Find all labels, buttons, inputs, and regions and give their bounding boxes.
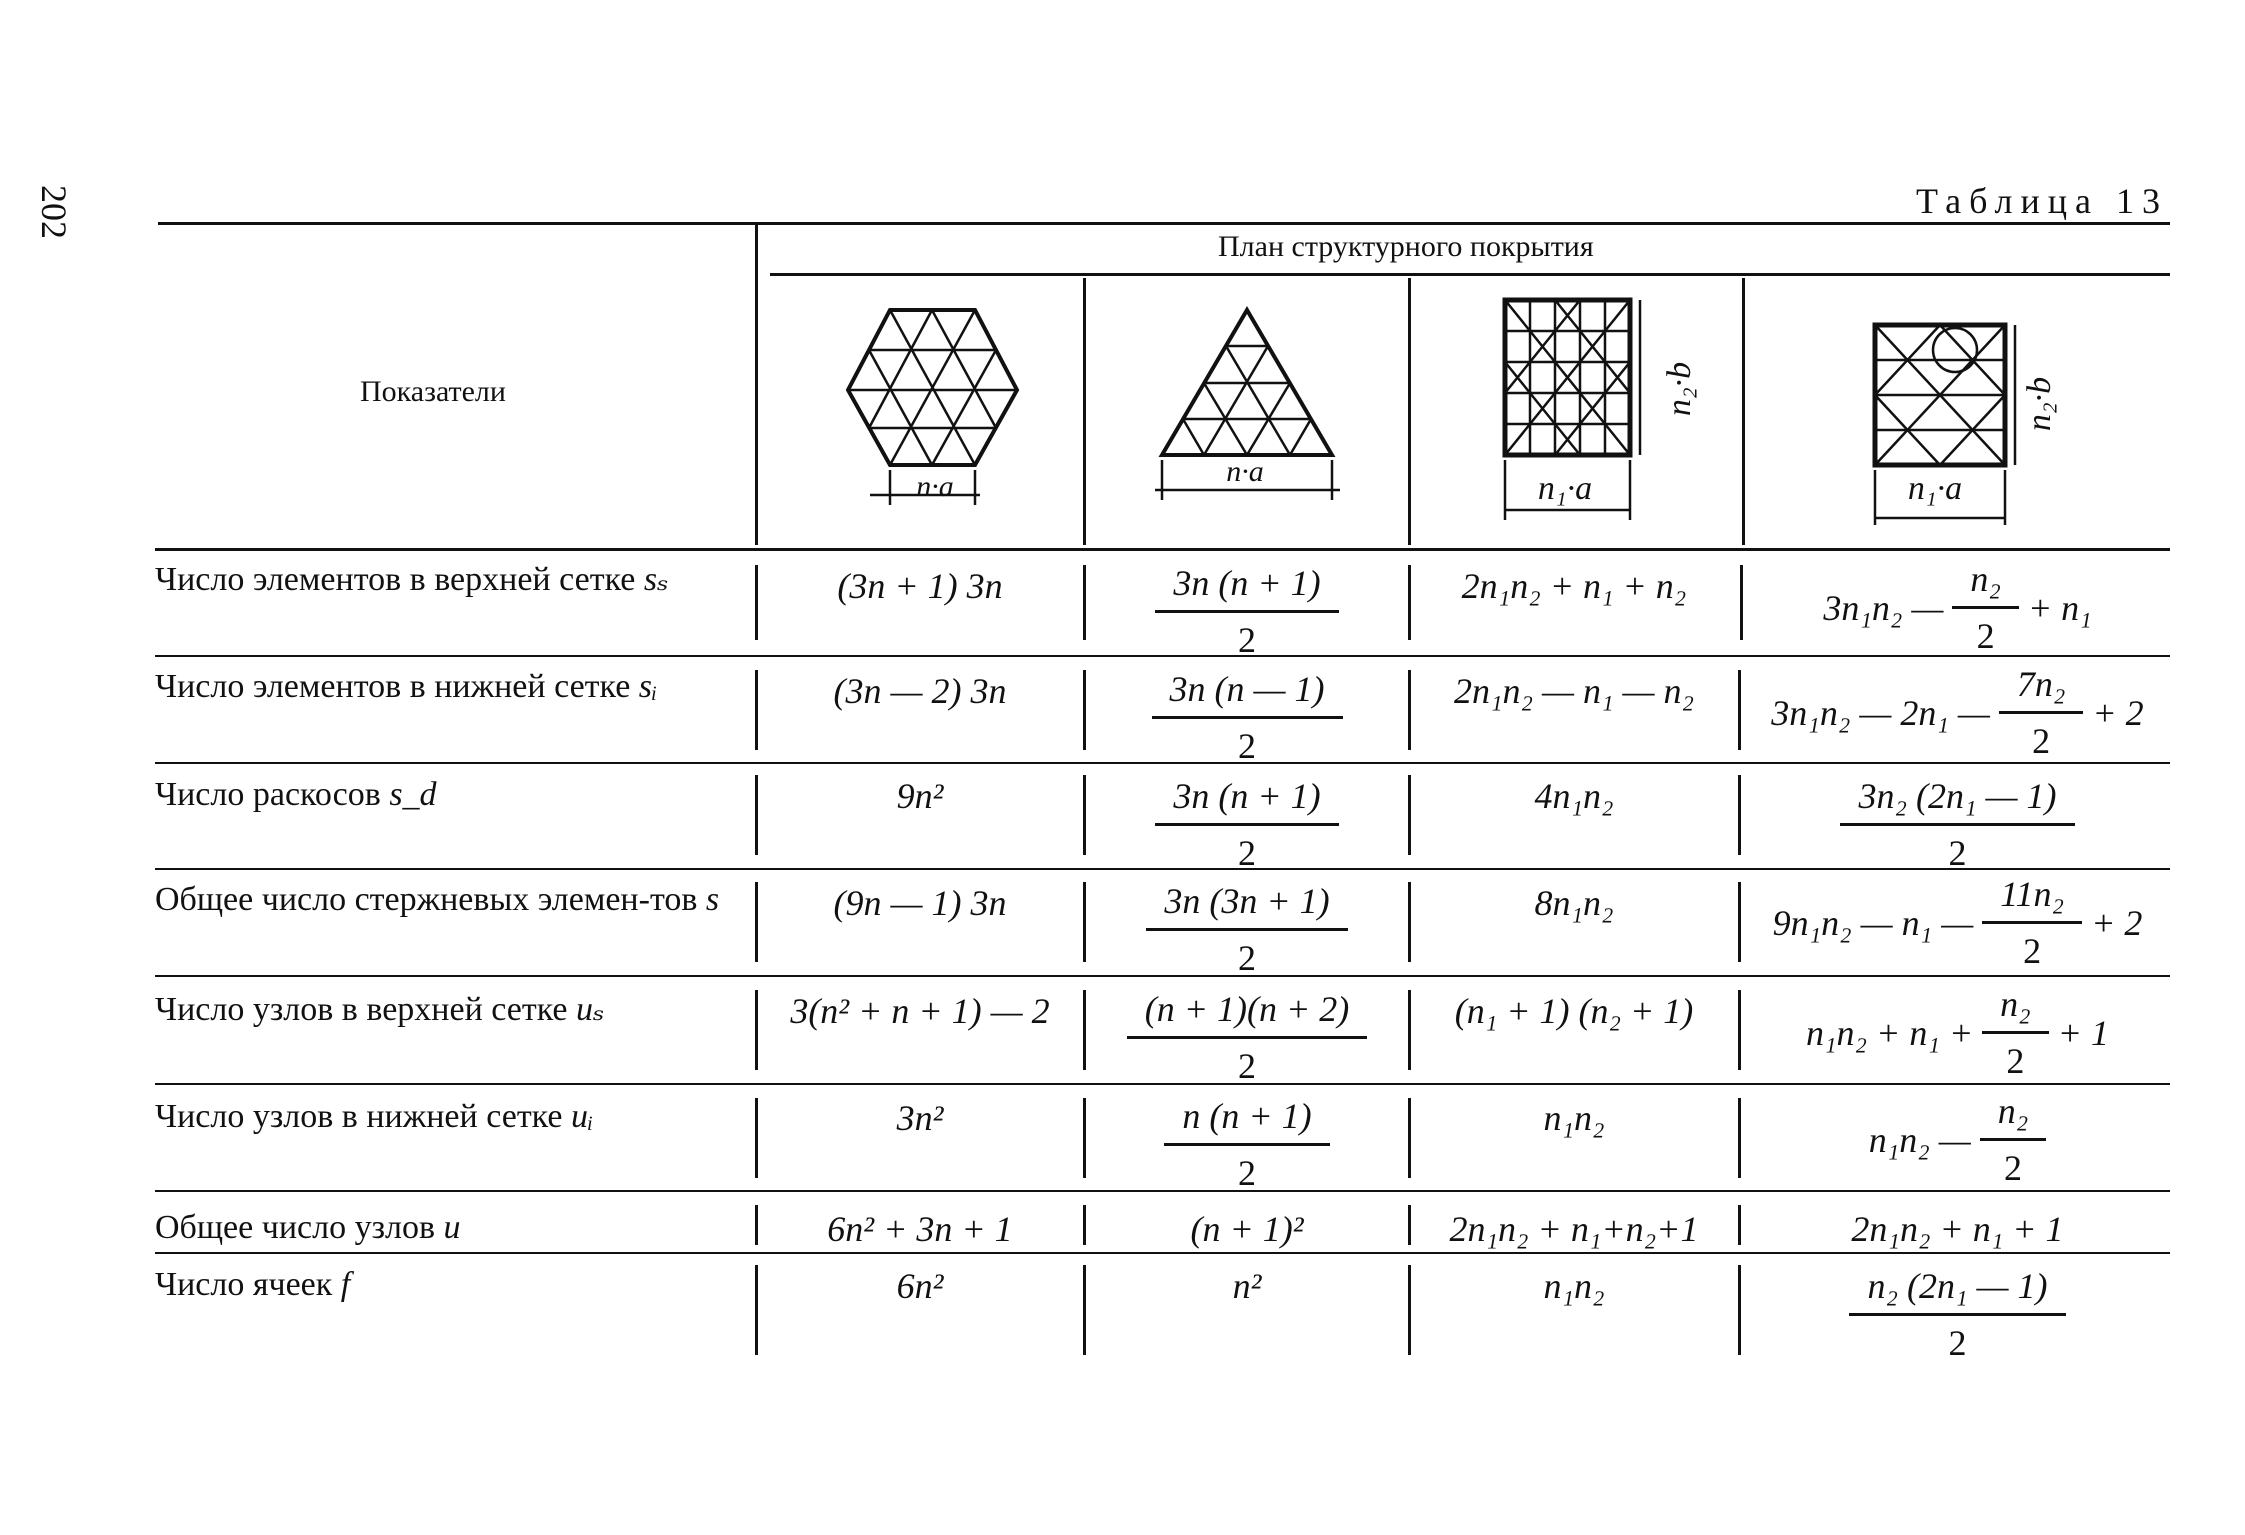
column-divider: [1738, 882, 1741, 962]
cell-triangle: $\frac{3n (n + 1)}{2}$: [1088, 562, 1406, 661]
column-divider: [1408, 670, 1411, 750]
table-title: Таблица 13: [1916, 181, 2168, 221]
cell-hexagon: (9n — 1) 3n: [833, 883, 1007, 923]
cell-square-dense: (n₁ + 1) (n₂ + 1): [1454, 991, 1694, 1031]
dim-label: n₂·b: [1661, 361, 1698, 417]
cell-triangle: $\frac{(n + 1)(n + 2)}{2}$: [1088, 988, 1406, 1087]
cell-square-sparse: 2n₁n₂ + n₁ + 1: [1851, 1209, 2064, 1249]
column-divider: [755, 775, 758, 855]
cell-triangle: $\frac{3n (3n + 1)}{2}$: [1088, 880, 1406, 979]
column-divider: [1083, 775, 1086, 855]
row-label: Число узлов в верхней сетке uₛ: [155, 991, 605, 1028]
column-divider: [1408, 882, 1411, 962]
plan-rule: [770, 273, 2170, 276]
cell-hexagon: (3n — 2) 3n: [833, 671, 1007, 711]
cell-square-sparse: $\frac{\text{3n₂ (2n₁ — 1)}}{2}$: [1745, 775, 2170, 874]
column-divider: [1408, 990, 1411, 1070]
column-divider: [1408, 1205, 1411, 1245]
dim-label: n₁·a: [1907, 470, 1963, 507]
column-divider: [1083, 278, 1086, 545]
cell-hexagon: 6n²: [896, 1266, 944, 1306]
column-divider: [1083, 1265, 1086, 1355]
cell-square-dense: 2n₁n₂ — n₁ — n₂: [1453, 671, 1695, 711]
cell-square-sparse: n₁n₂ + n₁ + $\frac{\text{n₂}}{2}$ + 1: [1806, 984, 2109, 1081]
column-divider: [1740, 565, 1743, 640]
column-divider: [1083, 1098, 1086, 1178]
cell-square-dense: 2n₁n₂ + n₁ + n₂: [1461, 566, 1687, 606]
row-label: Число раскосов s_d: [155, 776, 437, 813]
column-divider: [1083, 670, 1086, 750]
column-divider: [1738, 990, 1741, 1070]
column-divider: [755, 225, 758, 545]
column-divider: [1408, 278, 1411, 545]
column-divider: [1738, 1098, 1741, 1178]
cell-triangle: $\frac{3n (n — 1)}{2}$: [1088, 668, 1406, 767]
cell-hexagon: 3(n² + n + 1) — 2: [790, 991, 1050, 1031]
cell-triangle: (n + 1)²: [1190, 1209, 1304, 1249]
column-divider: [755, 1205, 758, 1245]
header-plan: План структурного покрытия: [1218, 230, 1594, 263]
column-divider: [1742, 278, 1745, 545]
header-bottom-rule: [155, 548, 2170, 551]
column-divider: [1738, 1265, 1741, 1355]
cell-hexagon: (3n + 1) 3n: [837, 566, 1003, 606]
column-divider: [1408, 565, 1411, 640]
column-divider: [1738, 670, 1741, 750]
cell-square-dense: 4n₁n₂: [1534, 776, 1614, 816]
row-label: Общее число стержневых элемен-тов s: [155, 881, 720, 918]
cell-square-dense: 2n₁n₂ + n₁+n₂+1: [1449, 1209, 1699, 1249]
column-divider: [755, 565, 758, 640]
cell-square-dense: n₁n₂: [1543, 1098, 1605, 1138]
column-divider: [755, 670, 758, 750]
cell-square-sparse: 9n₁n₂ — n₁ — $\frac{\text{11n₂}}{2}$ + 2: [1772, 874, 2143, 971]
dim-label: n·a: [916, 470, 954, 503]
cell-triangle: n²: [1232, 1266, 1262, 1306]
dim-label: n₂·b: [2021, 376, 2058, 432]
table-top-rule: [158, 222, 2170, 225]
dim-label: n·a: [1226, 455, 1264, 488]
column-divider: [1738, 775, 1741, 855]
row-rule: [155, 1252, 2170, 1254]
column-divider: [1408, 1265, 1411, 1355]
column-divider: [1408, 775, 1411, 855]
column-divider: [1083, 882, 1086, 962]
cell-square-sparse: 3n₁n₂ — $\frac{\text{n₂}}{2}$ + n₁: [1823, 559, 2092, 656]
column-divider: [1083, 990, 1086, 1070]
column-divider: [1408, 1098, 1411, 1178]
column-divider: [755, 1265, 758, 1355]
row-label: Число элементов в нижней сетке sᵢ: [155, 668, 658, 705]
column-divider: [755, 1098, 758, 1178]
cell-square-dense: 8n₁n₂: [1534, 883, 1614, 923]
column-divider: [1738, 1205, 1741, 1245]
cell-square-sparse: n₁n₂ — $\frac{\text{n₂}}{2}$: [1745, 1097, 2170, 1182]
column-divider: [1083, 1205, 1086, 1245]
header-indicators: Показатели: [360, 375, 506, 408]
cell-hexagon: 3n²: [896, 1098, 944, 1138]
cell-square-dense: n₁n₂: [1543, 1266, 1605, 1306]
cell-hexagon: 6n² + 3n + 1: [827, 1209, 1013, 1249]
cell-hexagon: 9n²: [896, 776, 944, 816]
page-number: 202: [34, 185, 74, 239]
column-divider: [755, 990, 758, 1070]
column-divider: [755, 882, 758, 962]
column-divider: [1083, 565, 1086, 640]
cell-square-sparse: $\frac{\text{n₂ (2n₁ — 1)}}{2}$: [1745, 1265, 2170, 1364]
cell-square-sparse: 3n₁n₂ — 2n₁ — $\frac{\text{7n₂}}{2}$ + 2: [1771, 664, 2144, 761]
row-label: Число узлов в нижней сетке uᵢ: [155, 1098, 594, 1135]
cell-triangle: $\frac{3n (n + 1)}{2}$: [1088, 775, 1406, 874]
dim-label: n₁·a: [1537, 470, 1593, 507]
row-label: Число элементов в верхней сетке sₛ: [155, 561, 669, 598]
row-label: Число ячеек f: [155, 1266, 351, 1303]
cell-triangle: $\frac{n (n + 1)}{2}$: [1088, 1095, 1406, 1194]
row-label: Общее число узлов u: [155, 1209, 461, 1246]
